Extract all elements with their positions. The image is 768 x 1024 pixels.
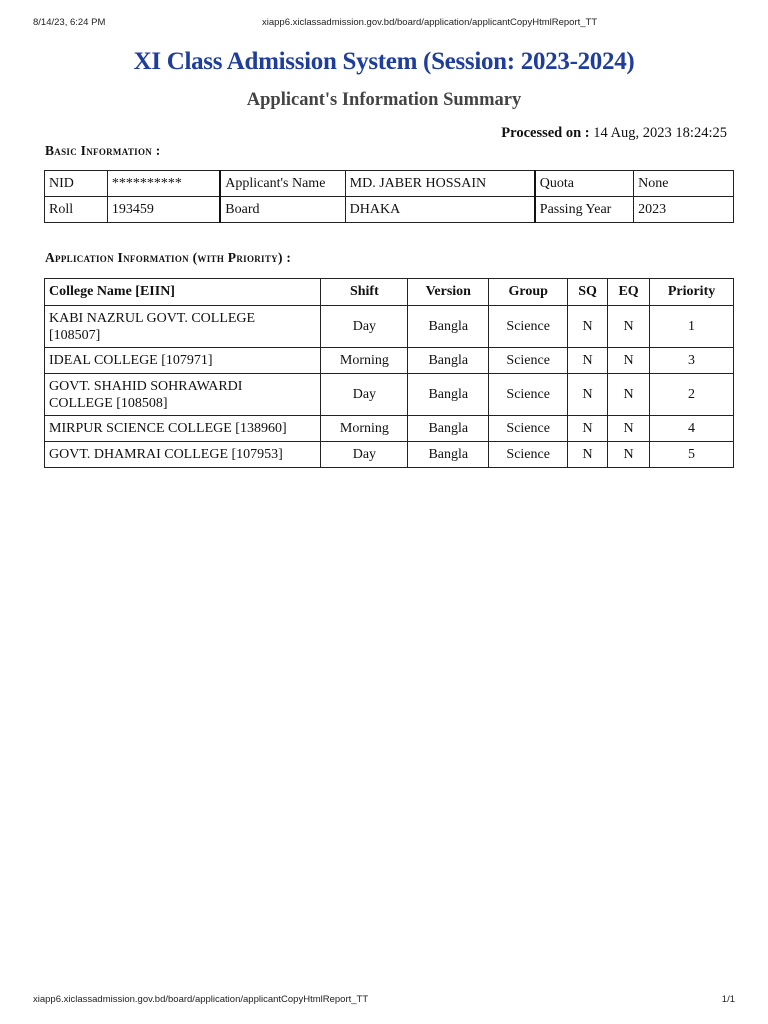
version-cell: Bangla bbox=[408, 348, 489, 374]
table-cell: 2023 bbox=[634, 197, 734, 223]
shift-cell: Day bbox=[321, 374, 408, 416]
column-header: Shift bbox=[321, 279, 408, 306]
table-row bbox=[45, 348, 734, 374]
shift-cell: Day bbox=[321, 442, 408, 468]
column-header: Priority bbox=[650, 279, 734, 306]
version-cell: Bangla bbox=[408, 374, 489, 416]
table-cell: MD. JABER HOSSAIN bbox=[345, 171, 535, 197]
group-cell: Science bbox=[489, 442, 568, 468]
basic-info-heading: Basic Information : bbox=[45, 143, 161, 158]
print-timestamp: 8/14/23, 6:24 PM bbox=[33, 17, 106, 28]
college-name-cell: IDEAL COLLEGE [107971] bbox=[45, 348, 321, 374]
table-row bbox=[45, 416, 734, 442]
priority-cell: 4 bbox=[650, 416, 734, 442]
priority-cell: 5 bbox=[650, 442, 734, 468]
sq-cell: N bbox=[568, 442, 608, 468]
footer-url: xiapp6.xiclassadmission.gov.bd/board/application/applicantCopyHtmlReport_TT bbox=[33, 994, 369, 1005]
eq-cell: N bbox=[608, 416, 650, 442]
print-url: xiapp6.xiclassadmission.gov.bd/board/application/applicantCopyHtmlReport_TT bbox=[262, 17, 598, 28]
column-header: EQ bbox=[608, 279, 650, 306]
table-cell: 193459 bbox=[107, 197, 220, 223]
column-header: College Name [EIIN] bbox=[45, 279, 321, 306]
shift-cell: Morning bbox=[321, 348, 408, 374]
table-cell: ********** bbox=[107, 171, 220, 197]
table-row bbox=[45, 442, 734, 468]
table-header-row bbox=[45, 279, 734, 306]
version-cell: Bangla bbox=[408, 416, 489, 442]
group-cell: Science bbox=[489, 416, 568, 442]
table-cell: Applicant's Name bbox=[220, 171, 345, 197]
priority-cell: 3 bbox=[650, 348, 734, 374]
sq-cell: N bbox=[568, 374, 608, 416]
table-cell: Board bbox=[220, 197, 345, 223]
column-header: Version bbox=[408, 279, 489, 306]
table-row bbox=[45, 374, 734, 416]
sq-cell: N bbox=[568, 306, 608, 348]
application-info-heading: Application Information (with Priority) : bbox=[45, 250, 292, 265]
processed-on bbox=[501, 125, 727, 142]
college-name-cell bbox=[45, 374, 321, 416]
group-cell: Science bbox=[489, 348, 568, 374]
version-cell: Bangla bbox=[408, 306, 489, 348]
table-row bbox=[45, 197, 734, 223]
eq-cell: N bbox=[608, 442, 650, 468]
eq-cell: N bbox=[608, 306, 650, 348]
sq-cell: N bbox=[568, 416, 608, 442]
column-header: SQ bbox=[568, 279, 608, 306]
shift-cell: Morning bbox=[321, 416, 408, 442]
college-name-cell: MIRPUR SCIENCE COLLEGE [138960] bbox=[45, 416, 321, 442]
page-subtitle: Applicant's Information Summary bbox=[246, 90, 522, 110]
shift-cell: Day bbox=[321, 306, 408, 348]
print-header bbox=[0, 17, 768, 31]
group-cell: Science bbox=[489, 306, 568, 348]
basic-info-table bbox=[44, 170, 734, 223]
table-cell: None bbox=[634, 171, 734, 197]
column-header: Group bbox=[489, 279, 568, 306]
print-footer bbox=[0, 994, 768, 1008]
eq-cell: N bbox=[608, 348, 650, 374]
college-name-line: KABI NAZRUL GOVT. COLLEGE bbox=[49, 310, 256, 326]
eq-cell: N bbox=[608, 374, 650, 416]
college-name-line: GOVT. SHAHID SOHRAWARDI bbox=[49, 378, 243, 394]
college-name-line: COLLEGE [108508] bbox=[49, 395, 168, 411]
group-cell: Science bbox=[489, 374, 568, 416]
application-info-table bbox=[44, 278, 734, 468]
college-name-line: [108507] bbox=[49, 327, 101, 343]
table-cell: DHAKA bbox=[345, 197, 535, 223]
priority-cell: 1 bbox=[650, 306, 734, 348]
college-name-cell: GOVT. DHAMRAI COLLEGE [107953] bbox=[45, 442, 321, 468]
table-row bbox=[45, 306, 734, 348]
table-cell: Passing Year bbox=[535, 197, 634, 223]
priority-cell: 2 bbox=[650, 374, 734, 416]
processed-label: Processed on : bbox=[501, 125, 590, 141]
table-cell: Roll bbox=[45, 197, 108, 223]
version-cell: Bangla bbox=[408, 442, 489, 468]
sq-cell: N bbox=[568, 348, 608, 374]
processed-value: 14 Aug, 2023 18:24:25 bbox=[593, 125, 727, 141]
table-row bbox=[45, 171, 734, 197]
page-title: XI Class Admission System (Session: 2023-2024) bbox=[133, 48, 635, 75]
college-name-cell bbox=[45, 306, 321, 348]
table-cell: Quota bbox=[535, 171, 634, 197]
page-number: 1/1 bbox=[721, 994, 735, 1005]
table-cell: NID bbox=[45, 171, 108, 197]
